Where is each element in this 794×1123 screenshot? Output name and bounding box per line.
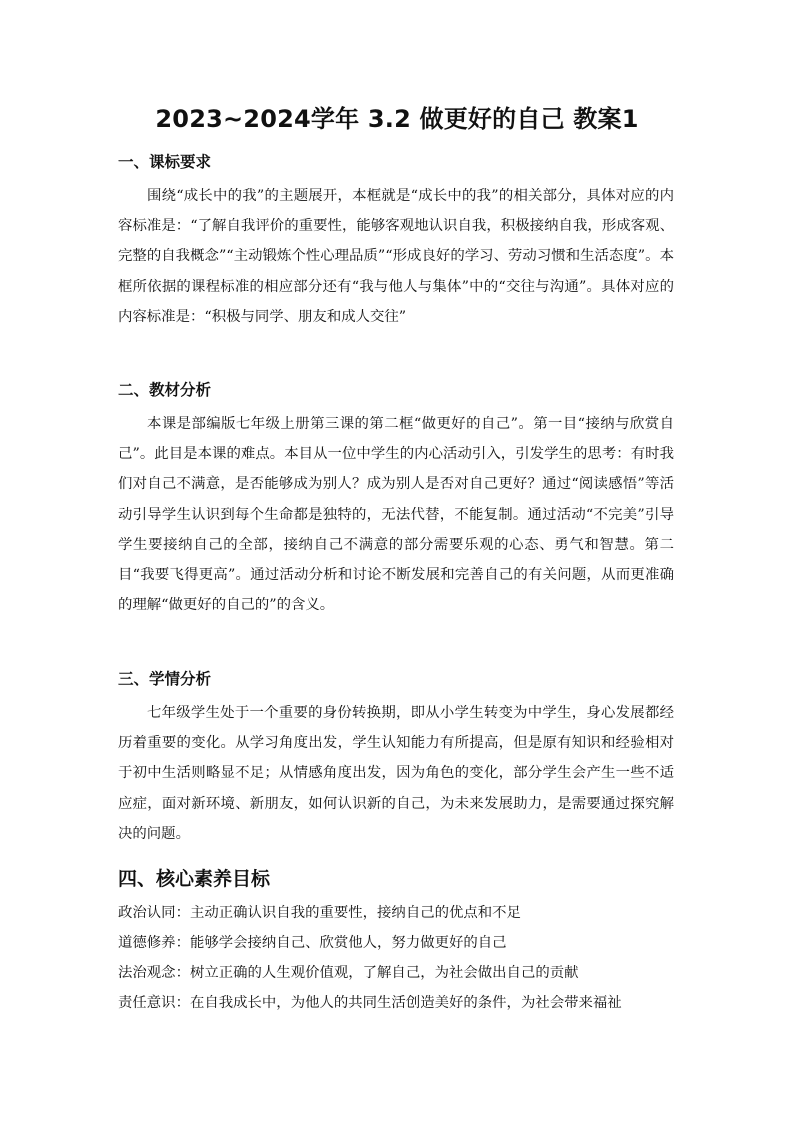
goal-item-moral: 道德修养：能够学会接纳自己、欣赏他人，努力做更好的自己 [118,935,507,951]
section-heading-core-literacy: 四、核心素养目标 [118,868,271,890]
goal-item-political: 政治认同：主动正确认识自我的重要性，接纳自己的优点和不足 [118,905,521,921]
section-heading-textbook: 二、教材分析 [118,381,212,399]
document-title: 2023~2024学年 3.2 做更好的自己 教案1 [155,105,639,133]
section-text-students: 七年级学生处于一个重要的身份转换期，即从小学生转变为中学生，身心发展都经历着重要的变化。从学习角度出发，学生认知能力有所提高，但是原有知识和经验相对于初中生活则略显不足；从情感角度出发，因为角色的变化，部分学生会产生一些不适应症，面对新环境、新朋友，如何认识新的自己，为未来发展助力，是需要通过探究解决的问题。 [118,705,674,842]
section-text-curriculum: 围绕“成长中的我”的主题展开，本框就是“成长中的我”的相关部分，具体对应的内容标准是：“了解自我评价的重要性，能够客观地认识自我，积极接纳自我，形成客观、完整的自我概念”“主动锻炼个性心理品质”“形成良好的学习、劳动习惯和生活态度”。本框所依据的课程标准的相应部分还有“我与他人与集体”中的“交往与沟通”。具体对应的内容标准是：“积极与同学、朋友和成人交往” [118,188,674,325]
section-text-textbook: 本课是部编版七年级上册第三课的第二框“做更好的自己”。第一目“接纳与欣赏自己”。此目是本课的难点。本目从一位中学生的内心活动引入，引发学生的思考：有时我们对自己不满意，是否能够成为别人？成为别人是否对自己更好？通过“阅读感悟”等活动引导学生认识到每个生命都是独特的，无法代替，不能复制。通过活动“不完美”引导学生要接纳自己的全部，接纳自己不满意的部分需要乐观的心态、勇气和智慧。第二目“我要飞得更高”。通过活动分析和讨论不断发展和完善自己的有关问题，从而更准确的理解“做更好的自己的”的含义。 [118,416,674,614]
goal-item-law: 法治观念：树立正确的人生观价值观，了解自己，为社会做出自己的贡献 [118,965,579,981]
goal-item-responsibility: 责任意识：在自我成长中，为他人的共同生活创造美好的条件，为社会带来福祉 [118,995,622,1011]
section-heading-students: 三、学情分析 [118,670,212,688]
section-heading-curriculum: 一、课标要求 [118,153,212,171]
